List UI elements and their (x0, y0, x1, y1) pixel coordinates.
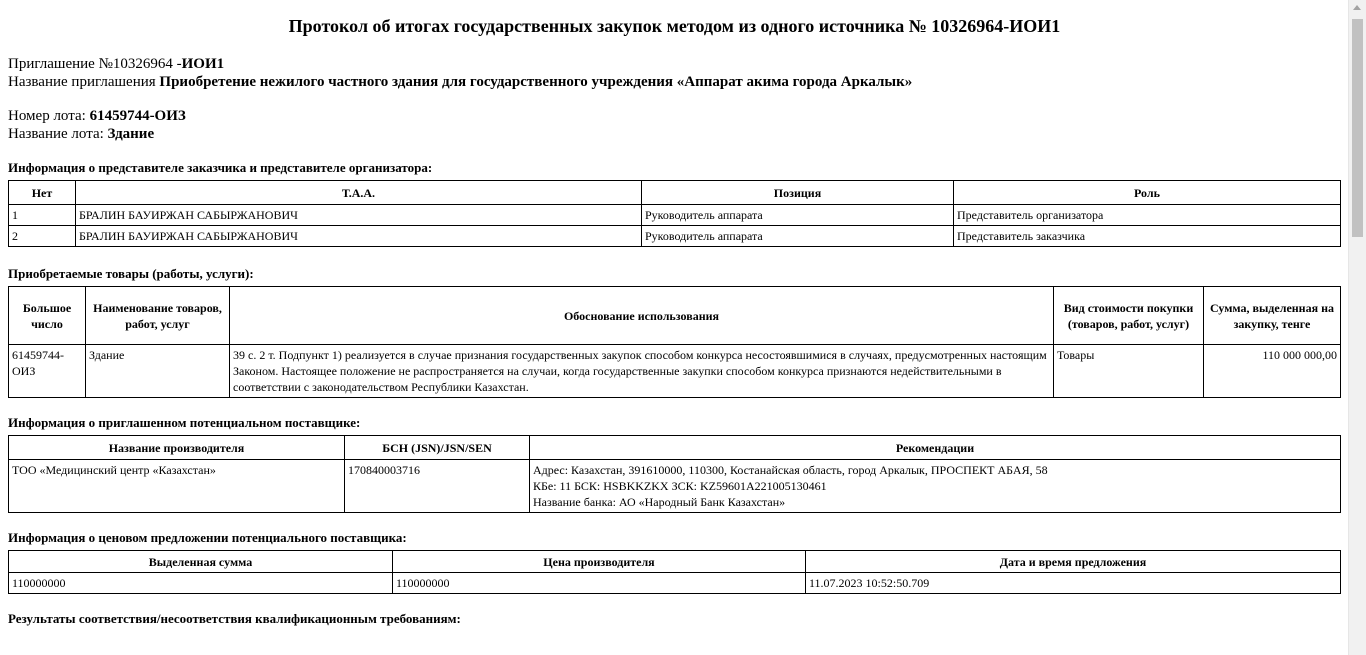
representatives-table (8, 180, 1341, 247)
table-cell: 39 с. 2 т. Подпункт 1) реализуется в случае признания государственных закупок способом конкурса несостоявшимися в случаях, предусмотренных настоящим Законом. Настоящее положение не распространяется на случаи, когда государственные закупки способом конкурса признаются недействительными в соответствии с законодательством Республики Казахстан. (230, 345, 1054, 398)
representatives-heading: Информация о представителе заказчика и представителе организатора: (8, 160, 433, 175)
column-header: БСН (JSN)/JSN/SEN (345, 436, 530, 460)
column-header: Сумма, выделенная на закупку, тенге (1204, 287, 1341, 345)
table-row (9, 226, 1341, 247)
table-cell: БРАЛИН БАУИРЖАН САБЫРЖАНОВИЧ (76, 205, 642, 226)
invitation-number-value: ИОИ1 (181, 56, 225, 72)
supplier-table (8, 435, 1341, 513)
lot-number-value: 61459744-ОИЗ (89, 108, 186, 124)
column-header: Цена производителя (393, 551, 806, 573)
table-cell: Представитель организатора (954, 205, 1341, 226)
column-header: Позиция (642, 181, 954, 205)
table-cell: 110000000 (9, 573, 393, 594)
table-cell: 1 (9, 205, 76, 226)
column-header: Обоснование использования (230, 287, 1054, 345)
column-header: Название производителя (9, 436, 345, 460)
scrollbar-thumb[interactable] (1352, 19, 1363, 237)
table-cell: 110 000 000,00 (1204, 345, 1341, 398)
table-row (9, 573, 1341, 594)
supplier-address: Адрес: Казахстан, 391610000, 110300, Костанайская область, город Аркалык, ПРОСПЕКТ АБАЯ, 58 (533, 463, 1048, 477)
protocol-document (8, 0, 1341, 627)
invitation-name (8, 73, 1341, 91)
supplier-bin: 170840003716 (345, 460, 530, 513)
supplier-name: ТОО «Медицинский центр «Казахстан» (9, 460, 345, 513)
column-header: Вид стоимости покупки (товаров, работ, услуг) (1054, 287, 1204, 345)
table-header-row (9, 287, 1341, 345)
column-header: Нет (9, 181, 76, 205)
table-cell: Здание (86, 345, 230, 398)
supplier-heading: Информация о приглашенном потенциальном поставщике: (8, 415, 361, 430)
goods-table (8, 286, 1341, 398)
supplier-bank-name: Название банка: АО «Народный Банк Казахстан» (533, 495, 786, 509)
vertical-scrollbar[interactable] (1348, 0, 1366, 655)
column-header: Рекомендации (530, 436, 1341, 460)
column-header: Т.А.А. (76, 181, 642, 205)
table-cell: Товары (1054, 345, 1204, 398)
table-header-row (9, 551, 1341, 573)
price-heading: Информация о ценовом предложении потенциального поставщика: (8, 530, 407, 545)
column-header: Роль (954, 181, 1341, 205)
table-row (9, 345, 1341, 398)
supplier-recommendations (530, 460, 1341, 513)
column-header: Дата и время предложения (806, 551, 1341, 573)
table-cell: Руководитель аппарата (642, 226, 954, 247)
column-header: Большое число (9, 287, 86, 345)
invitation-name-label: Название приглашения (8, 74, 160, 90)
table-cell: 110000000 (393, 573, 806, 594)
lot-name-value: Здание (107, 126, 155, 142)
table-header-row (9, 436, 1341, 460)
supplier-bank-codes: КБе: 11 БСК: HSBKKZKX ЗСК: KZ59601A221005130461 (533, 479, 827, 493)
goods-heading: Приобретаемые товары (работы, услуги): (8, 266, 254, 281)
table-cell: Представитель заказчика (954, 226, 1341, 247)
results-heading: Результаты соответствия/несоответствия квалификационным требованиям: (8, 611, 461, 626)
lot-number (8, 107, 1341, 125)
lot-number-label: Номер лота: (8, 108, 90, 124)
table-row (9, 460, 1341, 513)
table-cell: 61459744-ОИЗ (9, 345, 86, 398)
table-cell: БРАЛИН БАУИРЖАН САБЫРЖАНОВИЧ (76, 226, 642, 247)
lot-name-label: Название лота: (8, 126, 108, 142)
table-header-row (9, 181, 1341, 205)
page-title: Протокол об итогах государственных закупок методом из одного источника № 10326964-ИОИ1 (288, 16, 1061, 36)
invitation-number-label: Приглашение №10326964 - (8, 56, 182, 72)
invitation-name-value: Приобретение нежилого частного здания для государственного учреждения «Аппарат акима города Аркалык» (159, 74, 913, 90)
scroll-up-icon[interactable] (1353, 5, 1361, 10)
table-row (9, 205, 1341, 226)
column-header: Выделенная сумма (9, 551, 393, 573)
invitation-number (8, 55, 1341, 73)
lot-name (8, 125, 1341, 143)
table-cell: 2 (9, 226, 76, 247)
table-cell: 11.07.2023 10:52:50.709 (806, 573, 1341, 594)
price-table (8, 550, 1341, 594)
column-header: Наименование товаров, работ, услуг (86, 287, 230, 345)
table-cell: Руководитель аппарата (642, 205, 954, 226)
